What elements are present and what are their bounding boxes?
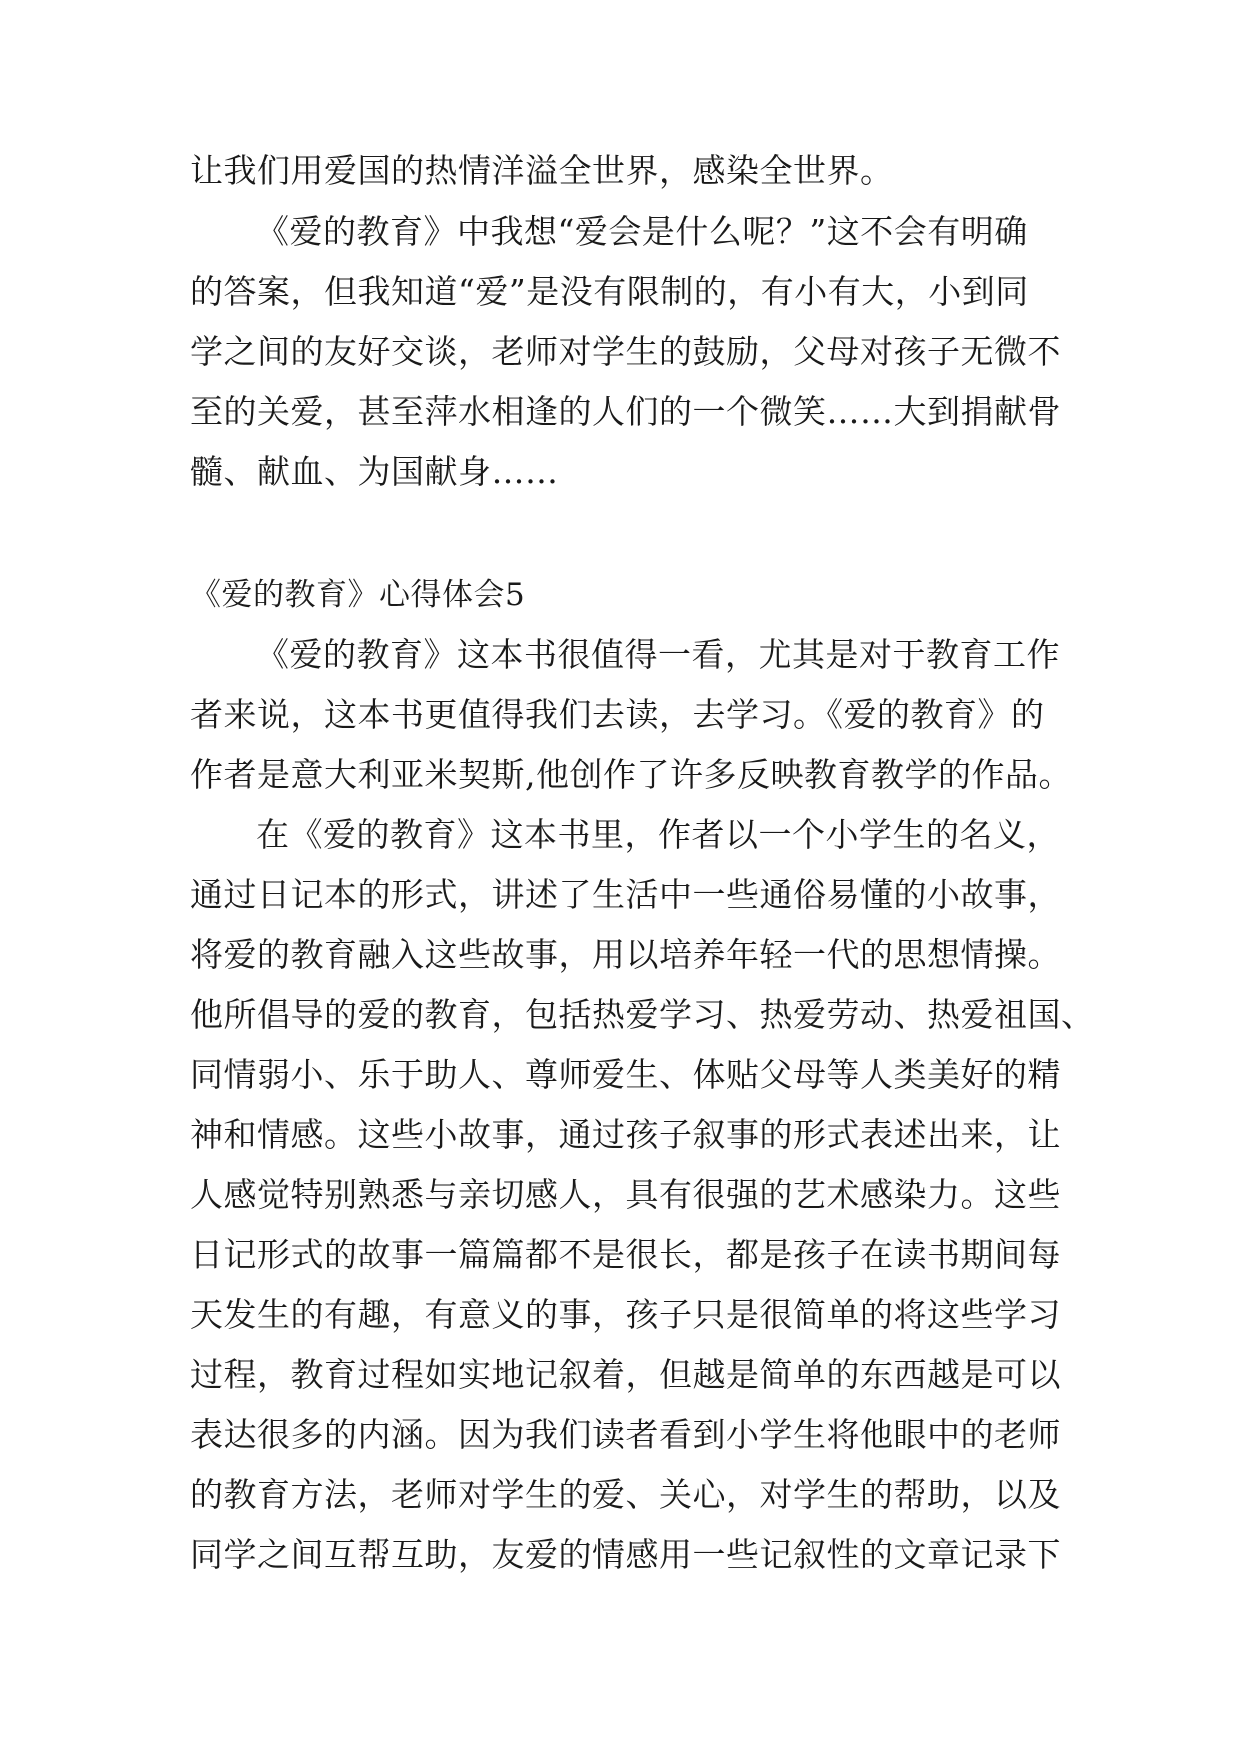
section-title: 《爱的教育》心得体会5 [190,577,526,613]
paragraph-line: 髓、献血、为国献身…… [190,452,559,491]
paragraph-line: 学之间的友好交谈，老师对学生的鼓励，父母对孩子无微不 [190,332,1061,371]
paragraph-line: 将爱的教育融入这些故事，用以培养年轻一代的思想情操。 [190,935,1061,974]
paragraph-line: 《爱的教育》中我想“爱会是什么呢？”这不会有明确 [256,212,1028,251]
paragraph-line: 同情弱小、乐于助人、尊师爱生、体贴父母等人类美好的精 [190,1055,1061,1094]
paragraph-line: 者来说，这本书更值得我们去读，去学习。《爱的教育》的 [190,695,1045,734]
paragraph-line: 让我们用爱国的热情洋溢全世界，感染全世界。 [190,151,894,190]
paragraph-line: 的答案，但我知道“爱”是没有限制的，有小有大，小到同 [190,272,1029,311]
paragraph-line: 作者是意大利亚米契斯,他创作了许多反映教育教学的作品。 [190,755,1072,794]
paragraph-line: 他所倡导的爱的教育，包括热爱学习、热爱劳动、热爱祖国、 [190,995,1095,1034]
paragraph-line: 过程，教育过程如实地记叙着，但越是简单的东西越是可以 [190,1355,1061,1394]
paragraph-line: 同学之间互帮互助，友爱的情感用一些记叙性的文章记录下 [190,1535,1061,1574]
paragraph-line: 神和情感。这些小故事，通过孩子叙事的形式表述出来，让 [190,1115,1061,1154]
paragraph-line: 表达很多的内涵。因为我们读者看到小学生将他眼中的老师 [190,1415,1061,1454]
paragraph-line: 人感觉特别熟悉与亲切感人，具有很强的艺术感染力。这些 [190,1175,1061,1214]
paragraph-line: 至的关爱，甚至萍水相逢的人们的一个微笑……大到捐献骨 [190,392,1061,431]
paragraph-line: 通过日记本的形式，讲述了生活中一些通俗易懂的小故事， [190,875,1061,914]
paragraph-line: 日记形式的故事一篇篇都不是很长，都是孩子在读书期间每 [190,1235,1061,1274]
paragraph-line: 在《爱的教育》这本书里，作者以一个小学生的名义， [256,815,1060,854]
paragraph-line: 的教育方法，老师对学生的爱、关心，对学生的帮助，以及 [190,1475,1061,1514]
paragraph-line: 《爱的教育》这本书很值得一看，尤其是对于教育工作 [256,635,1060,674]
paragraph-line: 天发生的有趣，有意义的事，孩子只是很简单的将这些学习 [190,1295,1061,1334]
